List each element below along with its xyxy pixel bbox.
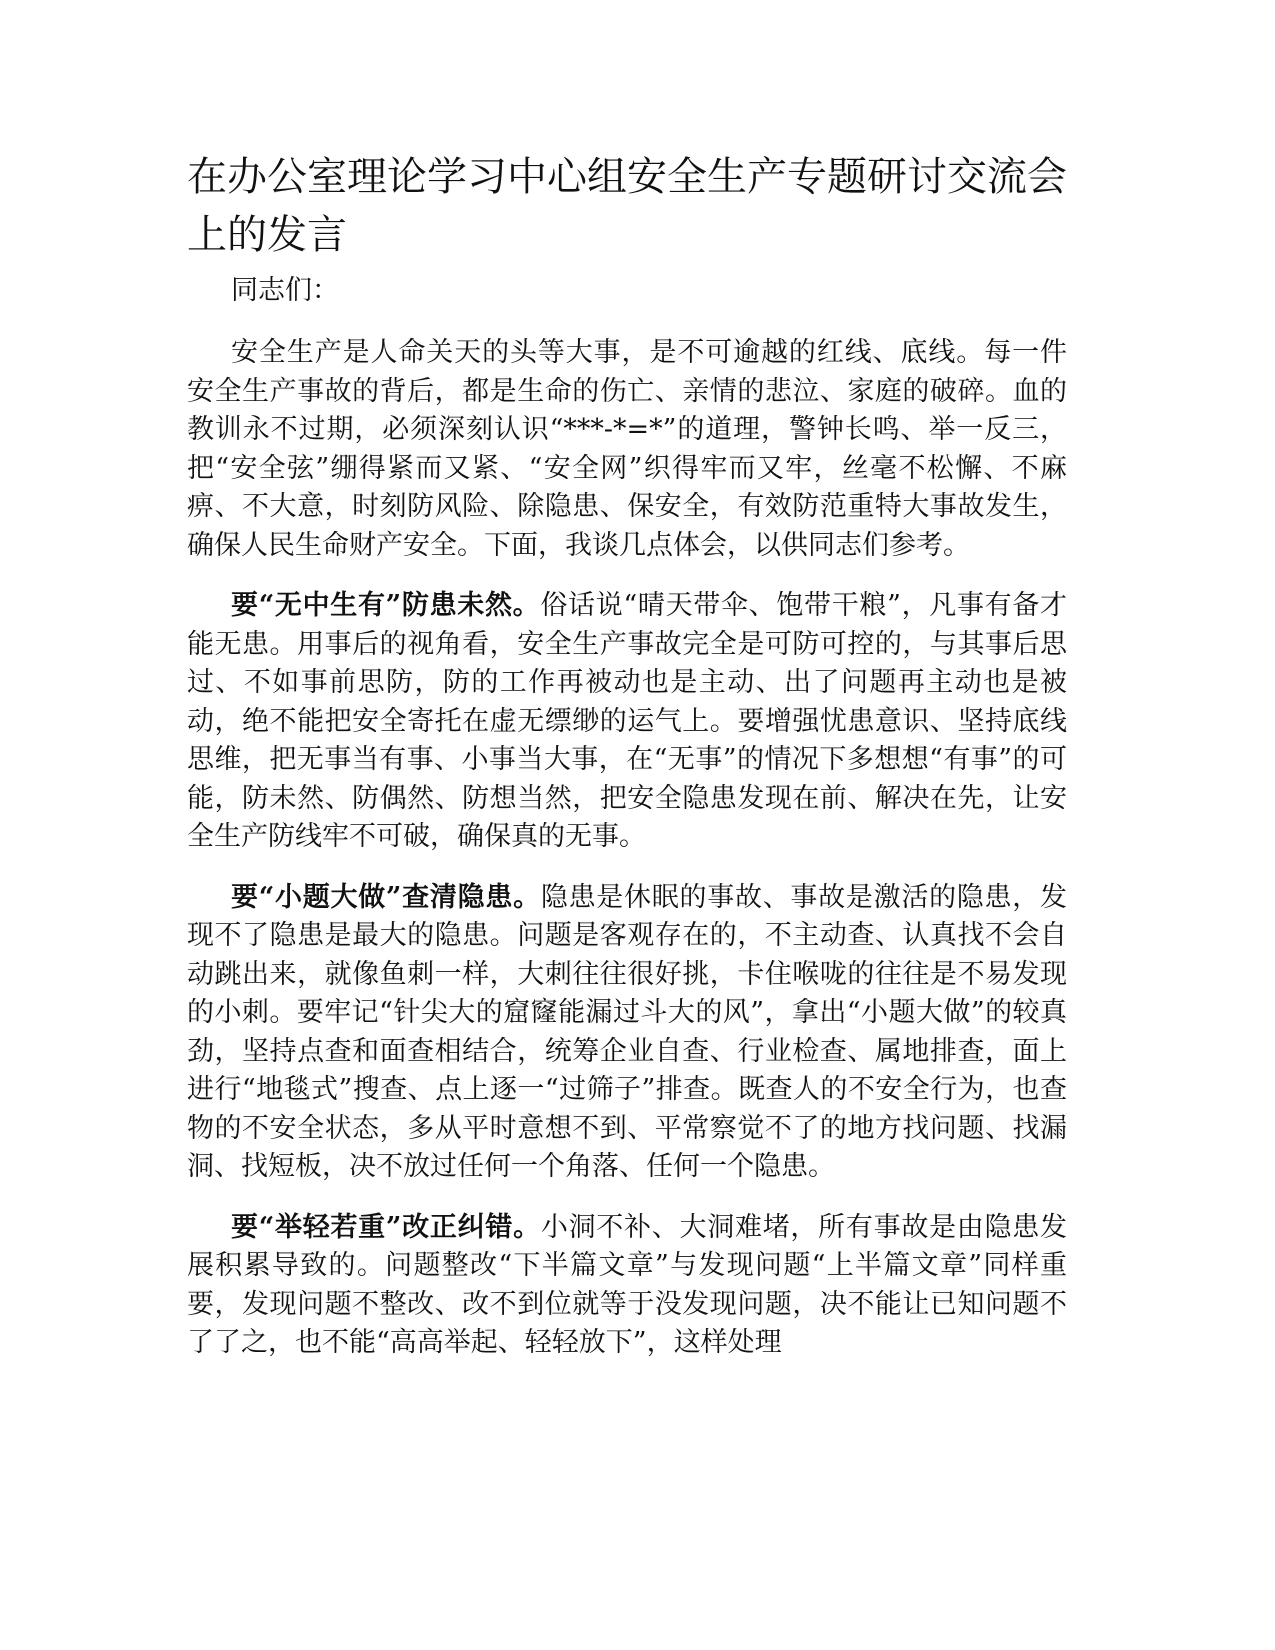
section-heading-2: 要“小题大做”查清隐患。 xyxy=(231,881,541,913)
salutation: 同志们： xyxy=(231,275,339,306)
section-body-2: 隐患是休眠的事故、事故是激活的隐患，发现不了隐患是最大的隐患。问题是客观存在的，不主动查、认真找不会自动跳出来，就像鱼刺一样，大刺往往很好挑，卡住喉咙的往往是不易发现的小刺。要牢记“针尖大的窟窿能漏过斗大的风”，拿出“小题大做”的较真劲，坚持点查和面查相结合，统筹企业自查、行业检查、属地排查，面上进行“地毯式”搜查、点上逐一“过筛子”排查。既查人的不安全行为，也查物的不安全状态，多从平时意想不到、平常察觉不了的地方找问题、找漏洞、找短板，决不放过任何一个角落、任何一个隐患。 xyxy=(187,881,1068,1182)
section-heading-3: 要“举轻若重”改正纠错。 xyxy=(231,1211,541,1243)
section-paragraph-1 xyxy=(187,587,1067,857)
section-body-1: 俗话说“晴天带伞、饱带干粮”，凡事有备才能无患。用事后的视角看，安全生产事故完全是可防可控的，与其事后思过、不如事前思防，防的工作再被动也是主动、出了问题再主动也是被动，绝不能把安全寄托在虚无缥缈的运气上。要增强忧患意识、坚持底线思维，把无事当有事、小事当大事，在“无事”的情况下多想想“有事”的可能，防未然、防偶然、防想当然，把安全隐患发现在前、解决在先，让安全生产防线牢不可破，确保真的无事。 xyxy=(187,590,1068,852)
section-body-3: 小洞不补、大洞难堵，所有事故是由隐患发展积累导致的。问题整改“下半篇文章”与发现问题“上半篇文章”同样重要，发现问题不整改、改不到位就等于没发现问题，决不能让已知问题不了了之，也不能“高高举起、轻轻放下”，这样处理 xyxy=(187,1211,1068,1358)
intro-paragraph: 安全生产是人命关天的头等大事，是不可逾越的红线、底线。每一件安全生产事故的背后，都是生命的伤亡、亲情的悲泣、家庭的破碎。血的教训永不过期，必须深刻认识“***-*=*”的道理，警钟长鸣、举一反三，把“安全弦”绷得紧而又紧、“安全网”织得牢而又牢，丝毫不松懈、不麻痹、不大意，时刻防风险、除隐患、保安全，有效防范重特大事故发生，确保人民生命财产安全。下面，我谈几点体会，以供同志们参考。 xyxy=(187,337,1067,561)
section-paragraph-3 xyxy=(187,1209,1067,1363)
section-heading-1: 要“无中生有”防患未然。 xyxy=(231,590,541,621)
document-page xyxy=(187,148,1067,1385)
section-paragraph-2 xyxy=(187,879,1067,1187)
document-title: 在办公室理论学习中心组安全生产专题研讨交流会上的发言 xyxy=(187,154,1067,258)
